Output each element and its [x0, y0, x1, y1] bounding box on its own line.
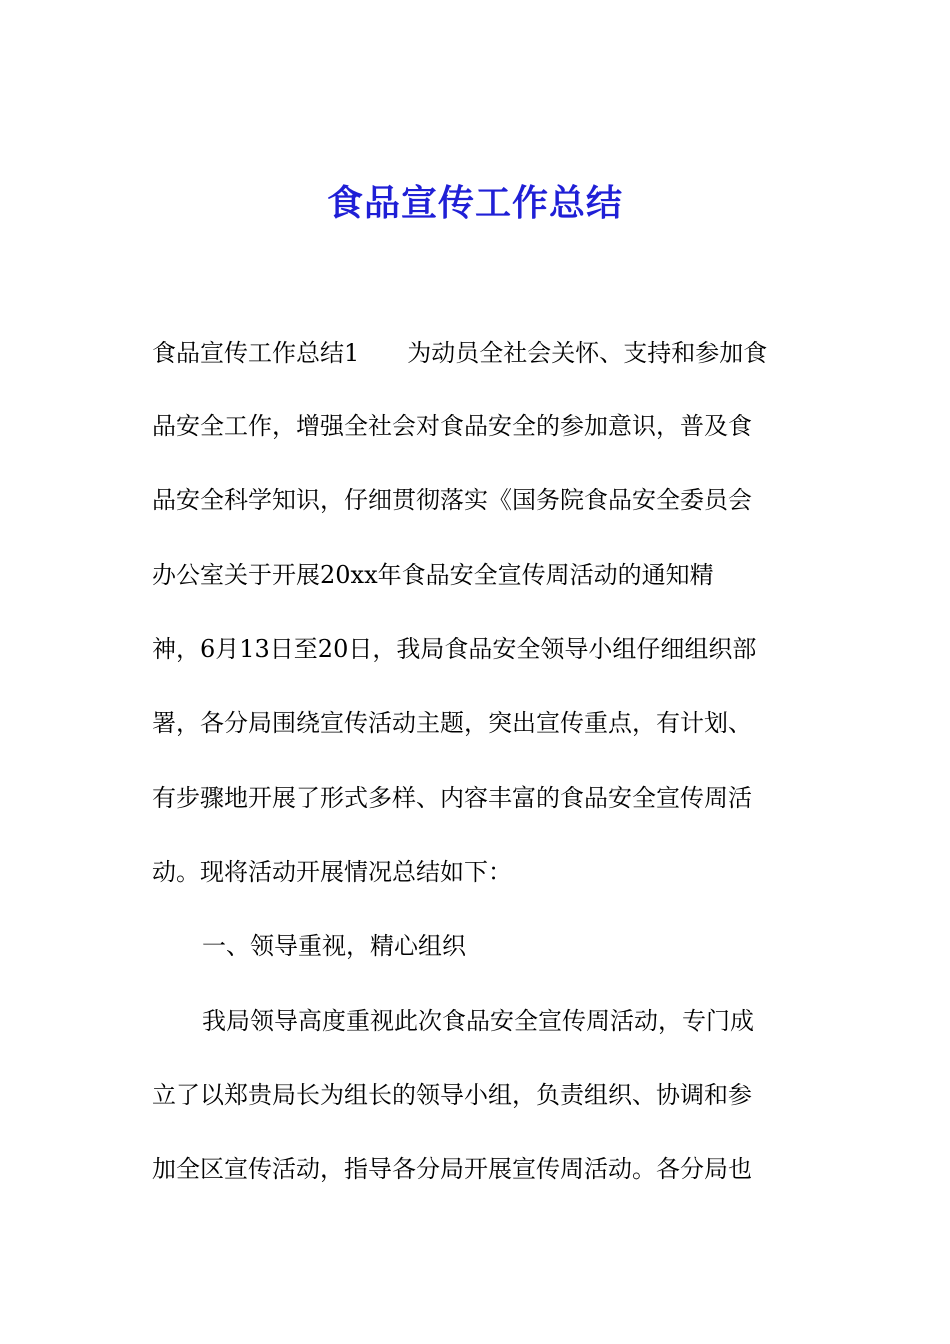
body-line-7: 有步骤地开展了形式多样、内容丰富的食品安全宣传周活 — [152, 784, 752, 812]
body-line-12: 加全区宣传活动，指导各分局开展宣传周活动。各分局也 — [152, 1155, 752, 1183]
body-line-2: 品安全工作，增强全社会对食品安全的参加意识，普及食 — [152, 412, 752, 440]
body-line-1: 食品宣传工作总结1 为动员全社会关怀、支持和参加食 — [152, 339, 768, 367]
body-line-10: 我局领导高度重视此次食品安全宣传周活动，专门成 — [202, 1007, 754, 1035]
body-line-8: 动。现将活动开展情况总结如下： — [152, 858, 512, 886]
body-line-3: 品安全科学知识，仔细贯彻落实《国务院食品安全委员会 — [152, 486, 752, 514]
document-title: 食品宣传工作总结 — [326, 182, 623, 224]
body-line-5: 神，6月13日至20日，我局食品安全领导小组仔细组织部 — [152, 635, 757, 663]
section-heading-1: 一、领导重视，精心组织 — [202, 932, 466, 960]
body-line-11: 立了以郑贵局长为组长的领导小组，负责组织、协调和参 — [152, 1081, 752, 1109]
body-line-4: 办公室关于开展20xx年食品安全宣传周活动的通知精 — [152, 561, 714, 589]
body-line-6: 署，各分局围绕宣传活动主题，突出宣传重点，有计划、 — [152, 709, 752, 737]
